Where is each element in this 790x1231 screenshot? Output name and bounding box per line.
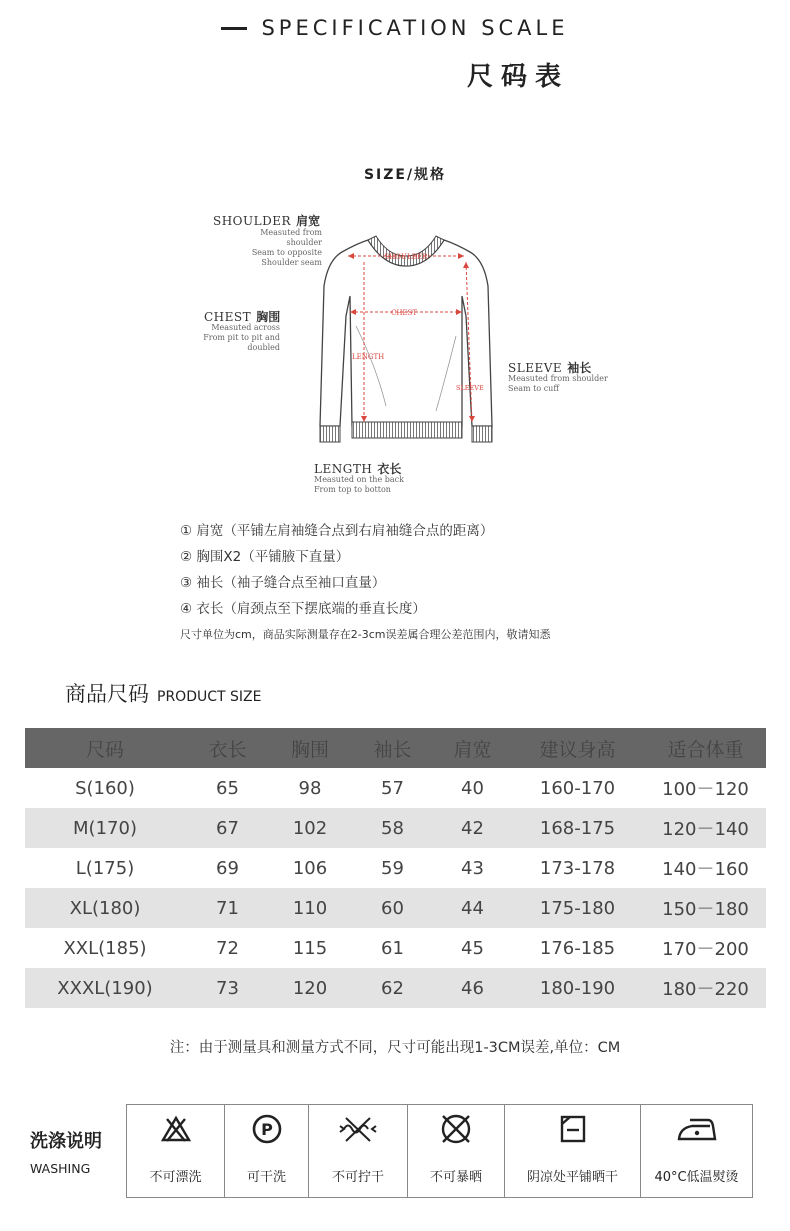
cell-size: XXXL(190) — [57, 977, 153, 999]
chest-note: Measuted across From pit to pit and doubled — [203, 323, 280, 352]
cell-chest: 115 — [292, 937, 328, 959]
table-row — [25, 888, 766, 928]
cell-sleeve: 59 — [381, 857, 404, 879]
size-label: SIZE/规格 — [363, 167, 447, 183]
shoulder-label: SHOULDER 肩宽 — [213, 214, 321, 228]
length-label: LENGTH 衣长 — [314, 462, 402, 476]
wash-label-text: 不可拧干 — [331, 1169, 384, 1185]
wash-label-text: 不可暴晒 — [429, 1169, 482, 1185]
cell-chest: 102 — [292, 817, 328, 839]
note-chest: ② 胸围X2（平铺腋下直量） — [180, 549, 350, 565]
unit-note: 尺寸单位为cm，商品实际测量存在2-3cm误差属合理公差范围内，敬请知悉 — [180, 628, 551, 641]
cell-height: 175-180 — [539, 897, 616, 919]
svg-text:P: P — [260, 1120, 273, 1140]
title-dash — [221, 27, 247, 30]
dry-clean-icon — [251, 1105, 283, 1154]
cell-length: 72 — [216, 937, 239, 959]
cell-sleeve: 58 — [381, 817, 404, 839]
size-table — [25, 728, 766, 1008]
sleeve-tag: SLEEVE — [456, 384, 484, 392]
no-tumble-dry-icon — [439, 1105, 473, 1154]
cell-sleeve: 57 — [381, 777, 404, 799]
cell-height: 176-185 — [539, 937, 616, 959]
note-length: ④ 衣长（肩颈点至下摆底端的垂直长度） — [180, 601, 426, 617]
table-header-row — [25, 728, 766, 768]
length-note: Measuted on the back From top to botton — [314, 475, 404, 494]
note-shoulder: ① 肩宽（平铺左肩袖缝合点到右肩袖缝合点的距离） — [180, 523, 494, 539]
cell-shoulder: 43 — [461, 857, 484, 879]
cell-size: XL(180) — [69, 897, 141, 919]
cell-weight: 120－140 — [662, 819, 749, 840]
chest-label: CHEST 胸围 — [204, 310, 281, 324]
sleeve-label: SLEEVE 袖长 — [508, 361, 592, 375]
cell-height: 168-175 — [539, 817, 616, 839]
sweater-illustration — [316, 226, 496, 450]
cell-height: 180-190 — [539, 977, 616, 999]
wash-label-text: 阴凉处平铺晒干 — [526, 1169, 618, 1185]
cell-shoulder: 45 — [461, 937, 484, 959]
wash-item-no-tumble — [407, 1105, 504, 1197]
dry-flat-shade-icon — [558, 1105, 588, 1154]
header-height: 建议身高 — [539, 738, 616, 761]
title-text: SPECIFICATION SCALE — [261, 16, 569, 40]
cell-weight: 140－160 — [662, 859, 749, 880]
shoulder-tag: SHOULDER — [384, 253, 428, 261]
header-title — [0, 16, 790, 40]
no-bleach-icon — [161, 1105, 191, 1154]
cell-size: M(170) — [73, 817, 137, 839]
wash-item-dry-clean — [224, 1105, 308, 1197]
cell-weight: 180－220 — [662, 979, 749, 1000]
wash-label-text: 可干洗 — [246, 1169, 286, 1185]
wash-item-dry-flat — [504, 1105, 640, 1197]
cell-chest: 106 — [292, 857, 328, 879]
cell-weight: 170－200 — [662, 939, 749, 960]
cell-length: 67 — [216, 817, 239, 839]
table-row — [25, 968, 766, 1008]
cell-length: 73 — [216, 977, 239, 999]
no-wring-icon — [338, 1105, 378, 1154]
cell-height: 173-178 — [539, 857, 616, 879]
cell-weight: 100－120 — [662, 779, 749, 800]
header-size: 尺码 — [85, 738, 124, 761]
shoulder-note: Measuted from shoulder Seam to opposite Shoulder seam — [251, 228, 322, 267]
header-weight: 适合体重 — [667, 738, 744, 761]
note-sleeve: ③ 袖长（袖子缝合点至袖口直量） — [180, 575, 386, 591]
table-row — [25, 808, 766, 848]
cell-chest: 98 — [298, 777, 322, 799]
cell-length: 69 — [216, 857, 239, 879]
cell-sleeve: 62 — [381, 977, 404, 999]
product-size-title: 商品尺码 PRODUCT SIZE — [65, 682, 262, 706]
cell-size: XXL(185) — [63, 937, 147, 959]
header-sleeve: 袖长 — [373, 738, 412, 761]
cell-length: 71 — [216, 897, 239, 919]
header-subtitle: 尺码表 — [467, 62, 570, 92]
sleeve-note: Measuted from shoulder Seam to cuff — [508, 374, 608, 393]
header-chest: 胸围 — [290, 738, 329, 761]
cell-size: S(160) — [75, 777, 135, 799]
cell-shoulder: 42 — [461, 817, 484, 839]
wash-label-text: 40°C低温熨烫 — [654, 1169, 739, 1185]
cell-size: L(175) — [75, 857, 135, 879]
wash-item-no-bleach — [126, 1105, 224, 1197]
header-length: 衣长 — [208, 738, 247, 761]
table-row — [25, 768, 766, 808]
cell-chest: 110 — [292, 897, 328, 919]
length-tag: LENGTH — [352, 353, 385, 361]
cell-shoulder: 40 — [461, 777, 484, 799]
measurement-notes — [180, 518, 551, 642]
cell-sleeve: 60 — [381, 897, 404, 919]
header-shoulder: 肩宽 — [453, 738, 492, 761]
cell-shoulder: 44 — [461, 897, 484, 919]
cell-length: 65 — [216, 777, 239, 799]
washing-instructions — [126, 1104, 753, 1198]
cell-sleeve: 61 — [381, 937, 404, 959]
wash-item-iron — [640, 1105, 753, 1197]
cell-chest: 120 — [292, 977, 328, 999]
chest-tag: CHEST — [390, 309, 418, 317]
cell-shoulder: 46 — [461, 977, 484, 999]
table-row — [25, 848, 766, 888]
cell-weight: 150－180 — [662, 899, 749, 920]
wash-item-no-wring — [308, 1105, 407, 1197]
table-row — [25, 928, 766, 968]
cell-height: 160-170 — [539, 777, 616, 799]
wash-label-text: 不可漂洗 — [149, 1169, 202, 1185]
footnote: 注：由于测量具和测量方式不同，尺寸可能出现1-3CM误差,单位：CM — [169, 1040, 621, 1056]
iron-low-icon — [676, 1105, 718, 1154]
washing-label: 洗涤说明 WASHING — [30, 1131, 102, 1176]
